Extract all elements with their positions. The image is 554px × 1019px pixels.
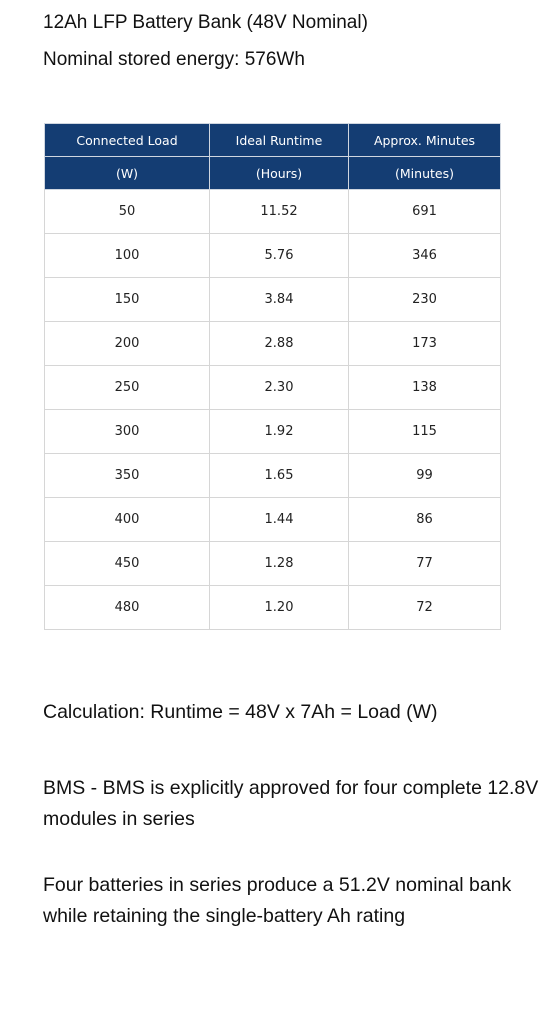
stored-energy-label: Nominal stored energy: 576Wh xyxy=(43,49,305,70)
cell-minutes: 138 xyxy=(349,366,501,410)
column-unit-runtime: (Hours) xyxy=(210,157,349,190)
header-units-row xyxy=(45,157,501,190)
cell-minutes: 72 xyxy=(349,586,501,630)
table-row xyxy=(45,322,501,366)
table-row xyxy=(45,498,501,542)
table-row xyxy=(45,278,501,322)
cell-runtime: 1.65 xyxy=(210,454,349,498)
cell-runtime: 2.30 xyxy=(210,366,349,410)
cell-minutes: 77 xyxy=(349,542,501,586)
table-row xyxy=(45,542,501,586)
cell-runtime: 1.20 xyxy=(210,586,349,630)
runtime-table-container xyxy=(44,123,500,630)
cell-minutes: 691 xyxy=(349,190,501,234)
table-row xyxy=(45,366,501,410)
table-row xyxy=(45,234,501,278)
cell-load: 250 xyxy=(45,366,210,410)
cell-minutes: 173 xyxy=(349,322,501,366)
header-row xyxy=(45,124,501,157)
runtime-table xyxy=(44,123,501,630)
table-row xyxy=(45,454,501,498)
column-header-load: Connected Load xyxy=(45,124,210,157)
cell-minutes: 115 xyxy=(349,410,501,454)
cell-runtime: 11.52 xyxy=(210,190,349,234)
table-body xyxy=(45,190,501,630)
column-unit-minutes: (Minutes) xyxy=(349,157,501,190)
page-title: 12Ah LFP Battery Bank (48V Nominal) xyxy=(43,12,368,33)
series-note: Four batteries in series produce a 51.2V nominal bank while retaining the single-battery Ah rating xyxy=(43,874,512,927)
cell-load: 300 xyxy=(45,410,210,454)
table-row xyxy=(45,190,501,234)
cell-load: 200 xyxy=(45,322,210,366)
cell-runtime: 5.76 xyxy=(210,234,349,278)
cell-load: 150 xyxy=(45,278,210,322)
cell-runtime: 1.44 xyxy=(210,498,349,542)
table-row xyxy=(45,586,501,630)
cell-runtime: 1.28 xyxy=(210,542,349,586)
cell-load: 350 xyxy=(45,454,210,498)
cell-load: 400 xyxy=(45,498,210,542)
calculation-note: Calculation: Runtime = 48V x 7Ah = Load (W) xyxy=(43,701,438,723)
cell-load: 450 xyxy=(45,542,210,586)
cell-runtime: 1.92 xyxy=(210,410,349,454)
cell-load: 100 xyxy=(45,234,210,278)
column-unit-load: (W) xyxy=(45,157,210,190)
cell-minutes: 346 xyxy=(349,234,501,278)
cell-minutes: 86 xyxy=(349,498,501,542)
cell-load: 50 xyxy=(45,190,210,234)
cell-minutes: 230 xyxy=(349,278,501,322)
bms-note: BMS - BMS is explicitly approved for four complete 12.8V modules in series xyxy=(43,777,539,830)
cell-runtime: 3.84 xyxy=(210,278,349,322)
column-header-minutes: Approx. Minutes xyxy=(349,124,501,157)
cell-load: 480 xyxy=(45,586,210,630)
cell-runtime: 2.88 xyxy=(210,322,349,366)
table-row xyxy=(45,410,501,454)
table-header xyxy=(45,124,501,190)
column-header-runtime: Ideal Runtime xyxy=(210,124,349,157)
cell-minutes: 99 xyxy=(349,454,501,498)
